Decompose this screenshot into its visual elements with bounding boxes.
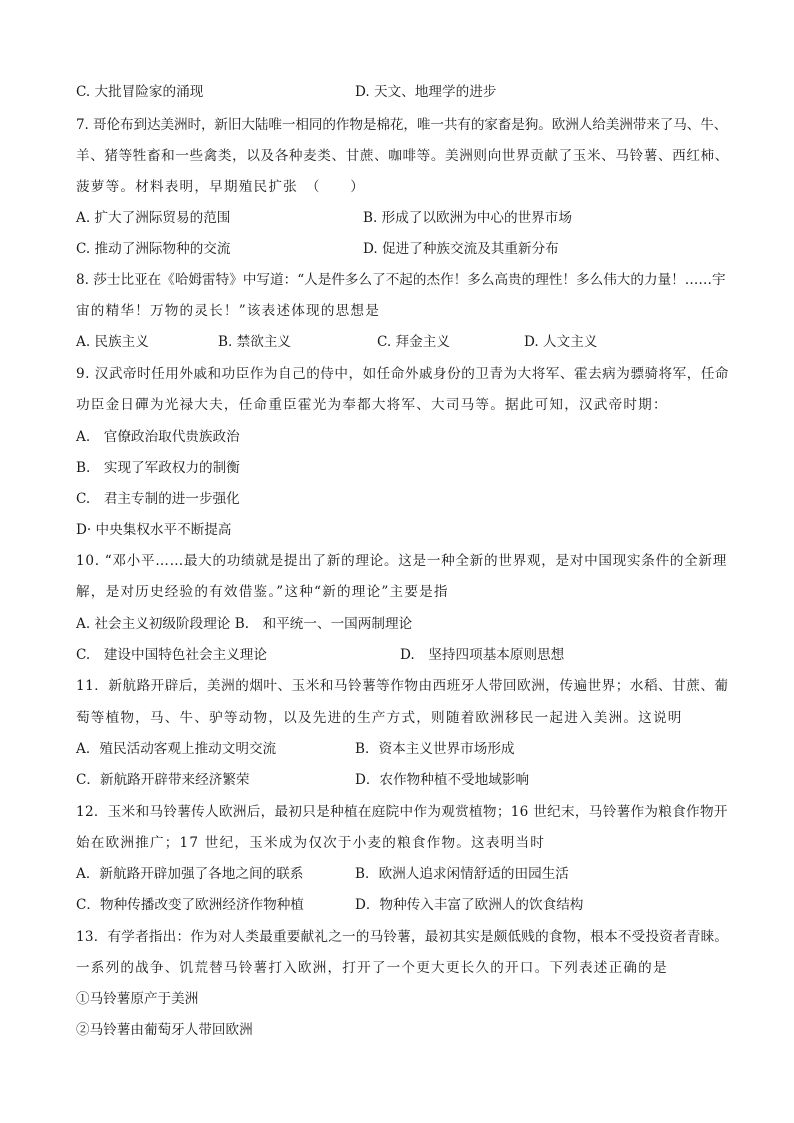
- q9-option-c: C. 君主专制的进一步强化: [76, 491, 240, 507]
- q12-option-a: A．新航路开辟加强了各地之间的联系: [76, 866, 304, 882]
- q11-option-a: A．殖民活动客观上推动文明交流: [76, 741, 277, 757]
- q9-option-a: A. 官僚政治取代贵族政治: [76, 429, 240, 445]
- q7-option-b: B. 形成了以欧洲为中心的世界市场: [363, 210, 572, 226]
- q7-stem-line: 羊、猪等牲畜和一些禽类，以及各种麦类、甘蔗、咖啡等。美洲则向世界贡献了玉米、马铃薯、西红柿、: [76, 148, 729, 164]
- q8-option-d: D. 人文主义: [524, 334, 598, 350]
- q13-item-1: ①马铃薯原产于美洲: [76, 991, 199, 1007]
- q8-stem-line: 8. 莎士比亚在《哈姆雷特》中写道：“人是件多么了不起的杰作！多么高贵的理性！多么伟大的力量！……宇: [76, 272, 726, 288]
- q9-stem-line: 9. 汉武帝时任用外戚和功臣作为自己的侍中，如任命外戚身份的卫青为大将军、霍去病为骠骑将军，任命: [76, 366, 730, 382]
- q7-stem-line: 菠萝等。材料表明，早期殖民扩张 （ ）: [76, 179, 366, 195]
- q12-option-c: C．物种传播改变了欧洲经济作物种植: [76, 897, 304, 913]
- q13-stem-line: 13．有学者指出：作为对人类最重要献礼之一的马铃薯，最初其实是颇低贱的食物，根本不受投资者青睐。: [76, 929, 729, 945]
- q7-option-c: C. 推动了洲际物种的交流: [76, 241, 231, 257]
- q8-option-c: C. 拜金主义: [377, 334, 450, 350]
- q11-option-d: D．农作物种植不受地域影响: [355, 772, 530, 788]
- q10-stem-line: 10. “邓小平……最大的功绩就是提出了新的理论。这是一种全新的世界观，是对中国现实条件的全新理: [76, 553, 728, 569]
- q12-stem-line: 始在欧洲推广；17 世纪，玉米成为仅次于小麦的粮食作物。这表明当时: [76, 835, 546, 851]
- q6-option-c: C. 大批冒险家的涌现: [76, 84, 204, 100]
- q11-stem-line: 萄等植物，马、牛、驴等动物，以及先进的生产方式，则随着欧洲移民一起进入美洲。这说明: [76, 710, 683, 726]
- q8-option-b: B. 禁欲主义: [218, 334, 292, 350]
- q11-option-b: B．资本主义世界市场形成: [355, 741, 515, 757]
- q12-stem-line: 12．玉米和马铃薯传人欧洲后，最初只是种植在庭院中作为观赏植物；16 世纪末，马铃薯作为粮食作物开: [76, 804, 728, 820]
- q7-option-d: D. 促进了种族交流及其重新分布: [363, 241, 559, 257]
- q9-stem-line: 功臣金日磾为光禄大夫，任命重臣霍光为奉都大将军、大司马等。据此可知，汉武帝时期：: [76, 397, 668, 413]
- q13-stem-line: 一系列的战争、饥荒替马铃薯打入欧洲，打开了一个更大更长久的开口。下列表述正确的是: [76, 960, 668, 976]
- q6-option-d: D. 天文、地理学的进步: [355, 84, 497, 100]
- q10-option-d: D. 坚持四项基本原则思想: [400, 647, 565, 663]
- q9-option-b: B. 实现了军政权力的制衡: [76, 460, 240, 476]
- q12-option-d: D．物种传入丰富了欧洲人的饮食结构: [355, 897, 584, 913]
- q10-stem-line: 解，是对历史经验的有效借鉴。”这种“新的理论”主要是指: [76, 584, 449, 600]
- q8-option-a: A. 民族主义: [76, 334, 149, 350]
- q7-stem-line: 7. 哥伦布到达美洲时，新旧大陆唯一相同的作物是棉花，唯一共有的家畜是狗。欧洲人给美洲带来了马、牛、: [76, 117, 728, 133]
- q10-option-ab: A. 社会主义初级阶段理论 B. 和平统一、一国两制理论: [76, 616, 413, 632]
- q8-stem-line: 宙的精华！万物的灵长！”该表述体现的思想是: [76, 303, 381, 319]
- q11-option-c: C．新航路开辟带来经济繁荣: [76, 772, 250, 788]
- q11-stem-line: 11．新航路开辟后，美洲的烟叶、玉米和马铃薯等作物由西班牙人带回欧洲，传遍世界；水稻、甘蔗、葡: [76, 678, 729, 694]
- q13-item-2: ②马铃薯由葡萄牙人带回欧洲: [76, 1022, 253, 1038]
- q9-option-d: D· 中央集权水平不断提高: [76, 522, 232, 538]
- q7-option-a: A. 扩大了洲际贸易的范围: [76, 210, 231, 226]
- q10-option-c: C. 建设中国特色社会主义理论: [76, 647, 267, 663]
- q12-option-b: B．欧洲人追求闲情舒适的田园生活: [355, 866, 569, 882]
